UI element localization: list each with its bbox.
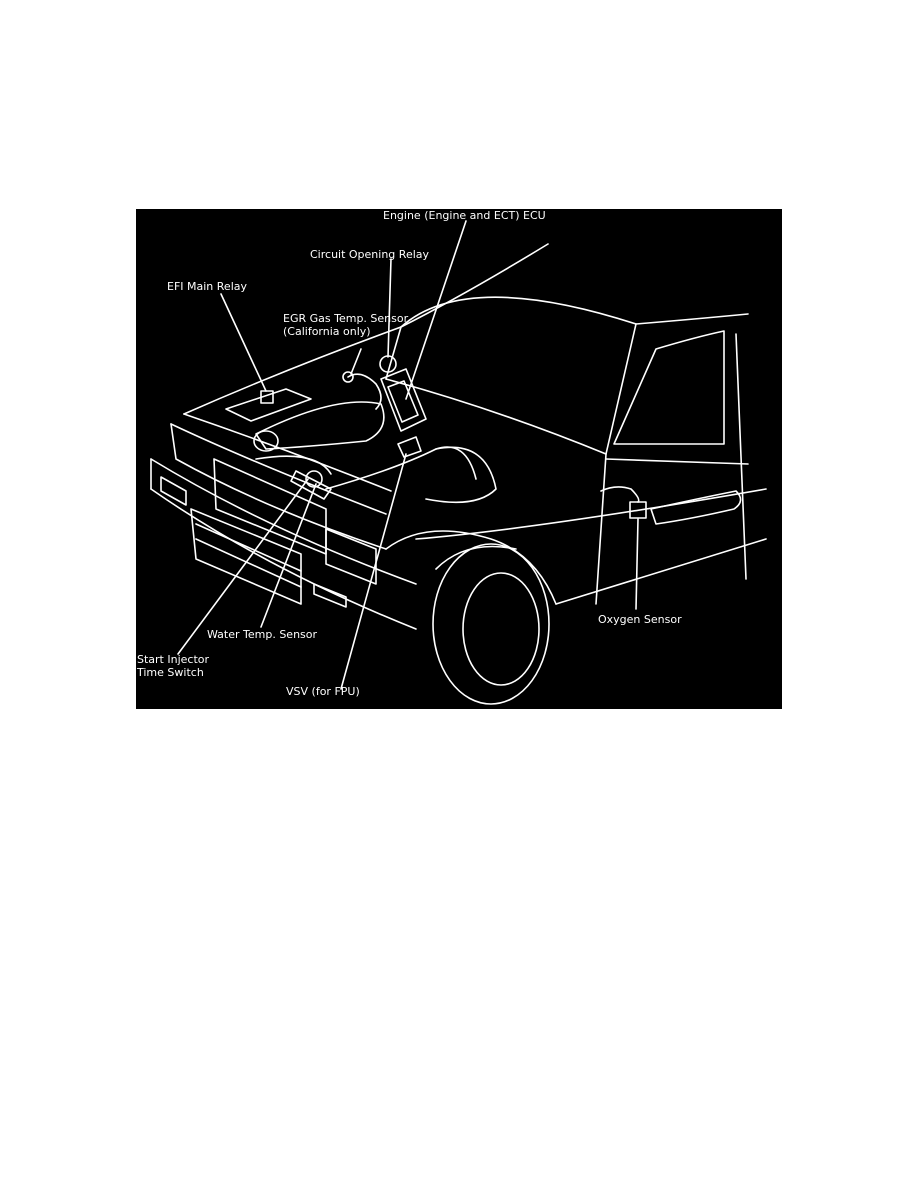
leader-efi-main-relay <box>221 294 266 391</box>
label-start-injector-line-1: Start Injector <box>137 653 210 666</box>
label-start-injector-time-switch <box>137 653 209 679</box>
tire-inner <box>463 573 539 685</box>
door-front <box>596 454 606 604</box>
label-efi-main-relay: EFI Main Relay <box>167 280 247 293</box>
lower-grille <box>191 509 301 604</box>
headlight-left <box>161 477 186 505</box>
label-egr-line-2: (California only) <box>283 325 371 338</box>
windshield-top <box>401 297 636 327</box>
leader-egr-sensor <box>351 349 361 374</box>
label-circuit-opening-relay: Circuit Opening Relay <box>310 248 430 261</box>
hood-front-edge <box>171 424 386 514</box>
radiator-hose <box>326 447 476 489</box>
leader-circuit-opening-relay <box>388 259 391 357</box>
strut-tower <box>426 447 496 502</box>
vsv-part <box>398 437 421 457</box>
label-water-temp-sensor: Water Temp. Sensor <box>207 628 318 641</box>
leader-vsv <box>341 454 406 689</box>
label-egr-gas-temp-sensor <box>283 312 408 338</box>
windshield-bottom <box>386 379 606 454</box>
leader-oxygen-sensor <box>636 519 638 609</box>
turn-signal <box>314 584 346 607</box>
door-beltline <box>606 459 748 464</box>
a-pillar <box>606 324 636 454</box>
oxygen-wire <box>601 487 639 502</box>
component-location-diagram <box>136 209 782 709</box>
label-vsv-for-fpu: VSV (for FPU) <box>286 685 360 698</box>
label-start-injector-line-2: Time Switch <box>137 666 204 679</box>
label-egr-line-1: EGR Gas Temp. Sensor <box>283 312 409 325</box>
tire-tread <box>436 547 516 570</box>
door-rear <box>736 334 746 579</box>
cab-roof <box>636 314 748 324</box>
tire-outer <box>433 544 549 704</box>
air-intake <box>256 402 384 449</box>
throttle-body <box>256 456 331 474</box>
label-engine-ecu: Engine (Engine and ECT) ECU <box>383 209 546 222</box>
label-oxygen-sensor: Oxygen Sensor <box>598 613 682 626</box>
rocker-line <box>556 539 766 604</box>
